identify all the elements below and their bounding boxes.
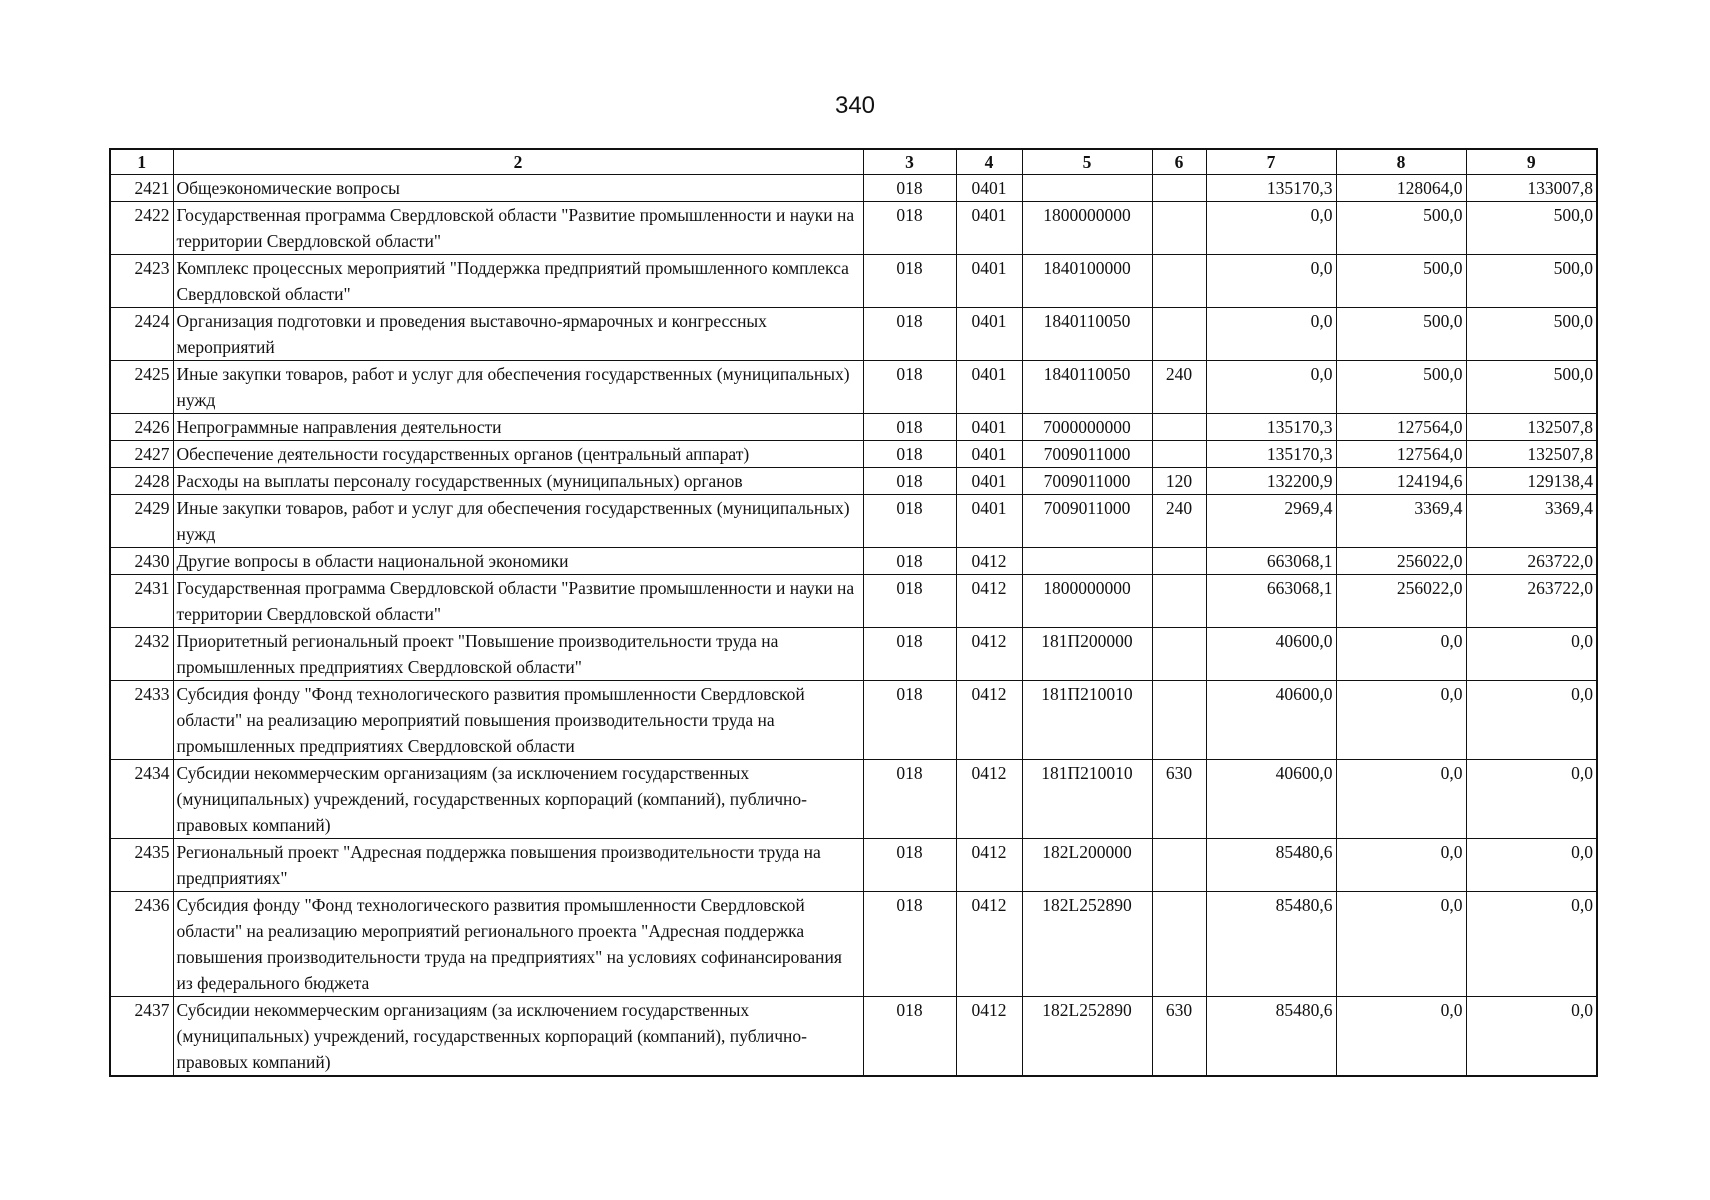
table-row [110,361,1597,414]
cell-amount-2: 0,0 [1336,839,1466,892]
row-number: 2431 [110,575,173,628]
cell-code: 018 [863,839,956,892]
table-row [110,760,1597,839]
cell-expense-type [1152,575,1206,628]
cell-target-article: 1800000000 [1022,575,1152,628]
cell-expense-type: 120 [1152,468,1206,495]
row-name: Государственная программа Свердловской области "Развитие промышленности и науки на территории Свердловской области" [173,202,863,255]
row-number: 2421 [110,175,173,202]
budget-table [109,148,1598,1077]
column-header: 2 [173,149,863,175]
column-header: 8 [1336,149,1466,175]
cell-amount-2: 128064,0 [1336,175,1466,202]
cell-section: 0412 [956,997,1022,1077]
cell-expense-type [1152,681,1206,760]
cell-code: 018 [863,175,956,202]
cell-amount-1: 40600,0 [1206,628,1336,681]
cell-amount-1: 663068,1 [1206,575,1336,628]
cell-amount-3: 3369,4 [1466,495,1597,548]
cell-section: 0401 [956,361,1022,414]
cell-expense-type [1152,892,1206,997]
cell-target-article: 1840100000 [1022,255,1152,308]
cell-section: 0412 [956,628,1022,681]
cell-code: 018 [863,548,956,575]
row-number: 2436 [110,892,173,997]
cell-target-article: 7000000000 [1022,414,1152,441]
row-number: 2430 [110,548,173,575]
cell-amount-2: 0,0 [1336,997,1466,1077]
row-number: 2428 [110,468,173,495]
row-name: Субсидия фонду "Фонд технологического развития промышленности Свердловской области" на реализацию мероприятий повышения производительности труда на промышленных предприятиях Свердловской области [173,681,863,760]
row-number: 2423 [110,255,173,308]
cell-code: 018 [863,892,956,997]
row-name: Общеэкономические вопросы [173,175,863,202]
table-row [110,575,1597,628]
cell-amount-1: 0,0 [1206,308,1336,361]
column-header: 9 [1466,149,1597,175]
row-number: 2422 [110,202,173,255]
row-number: 2424 [110,308,173,361]
column-header: 5 [1022,149,1152,175]
cell-amount-3: 0,0 [1466,760,1597,839]
cell-target-article: 1800000000 [1022,202,1152,255]
cell-target-article [1022,175,1152,202]
table-row [110,202,1597,255]
cell-target-article: 181П210010 [1022,760,1152,839]
cell-section: 0412 [956,760,1022,839]
cell-target-article: 1840110050 [1022,361,1152,414]
cell-code: 018 [863,681,956,760]
cell-amount-1: 135170,3 [1206,441,1336,468]
row-name: Государственная программа Свердловской области "Развитие промышленности и науки на территории Свердловской области" [173,575,863,628]
cell-section: 0401 [956,414,1022,441]
row-number: 2426 [110,414,173,441]
cell-amount-2: 500,0 [1336,361,1466,414]
table-row [110,495,1597,548]
cell-amount-2: 500,0 [1336,202,1466,255]
table-row [110,175,1597,202]
table-row [110,839,1597,892]
cell-amount-1: 663068,1 [1206,548,1336,575]
column-header: 4 [956,149,1022,175]
cell-section: 0412 [956,892,1022,997]
cell-code: 018 [863,361,956,414]
cell-expense-type [1152,839,1206,892]
row-name: Комплекс процессных мероприятий "Поддержка предприятий промышленного комплекса Свердловской области" [173,255,863,308]
cell-expense-type: 630 [1152,760,1206,839]
cell-expense-type [1152,308,1206,361]
cell-amount-3: 500,0 [1466,308,1597,361]
cell-amount-1: 40600,0 [1206,760,1336,839]
page-number: 340 [834,92,876,119]
cell-code: 018 [863,441,956,468]
cell-section: 0401 [956,468,1022,495]
cell-expense-type [1152,255,1206,308]
cell-amount-3: 129138,4 [1466,468,1597,495]
row-number: 2432 [110,628,173,681]
cell-code: 018 [863,468,956,495]
cell-amount-3: 0,0 [1466,681,1597,760]
table-row [110,997,1597,1077]
cell-amount-3: 0,0 [1466,997,1597,1077]
table-row [110,441,1597,468]
table-row [110,681,1597,760]
cell-target-article: 182L200000 [1022,839,1152,892]
cell-amount-2: 127564,0 [1336,441,1466,468]
cell-amount-1: 135170,3 [1206,175,1336,202]
cell-target-article: 7009011000 [1022,468,1152,495]
row-name: Субсидии некоммерческим организациям (за исключением государственных (муниципальных) учреждений, государственных корпораций (компаний), публично-правовых компаний) [173,997,863,1077]
cell-amount-1: 0,0 [1206,361,1336,414]
cell-target-article: 1840110050 [1022,308,1152,361]
cell-amount-2: 0,0 [1336,892,1466,997]
table-row [110,892,1597,997]
cell-amount-1: 40600,0 [1206,681,1336,760]
table-row [110,308,1597,361]
row-name: Обеспечение деятельности государственных органов (центральный аппарат) [173,441,863,468]
cell-amount-1: 85480,6 [1206,839,1336,892]
cell-code: 018 [863,760,956,839]
cell-expense-type [1152,202,1206,255]
cell-amount-2: 0,0 [1336,628,1466,681]
cell-section: 0412 [956,681,1022,760]
row-name: Субсидия фонду "Фонд технологического развития промышленности Свердловской области" на реализацию мероприятий регионального проекта "Адресная поддержка повышения производительности труда на предприятиях" на условиях софинансирования из федерального бюджета [173,892,863,997]
cell-section: 0412 [956,548,1022,575]
row-name: Расходы на выплаты персоналу государственных (муниципальных) органов [173,468,863,495]
cell-target-article: 7009011000 [1022,495,1152,548]
cell-amount-1: 135170,3 [1206,414,1336,441]
cell-amount-3: 0,0 [1466,839,1597,892]
cell-code: 018 [863,255,956,308]
cell-target-article: 182L252890 [1022,997,1152,1077]
cell-amount-2: 0,0 [1336,681,1466,760]
cell-code: 018 [863,495,956,548]
cell-section: 0401 [956,495,1022,548]
cell-amount-2: 127564,0 [1336,414,1466,441]
table-row [110,255,1597,308]
cell-expense-type [1152,628,1206,681]
row-number: 2434 [110,760,173,839]
cell-amount-2: 3369,4 [1336,495,1466,548]
cell-section: 0401 [956,255,1022,308]
table-row [110,548,1597,575]
row-name: Региональный проект "Адресная поддержка повышения производительности труда на предприятиях" [173,839,863,892]
cell-amount-2: 256022,0 [1336,575,1466,628]
table-row [110,628,1597,681]
row-number: 2435 [110,839,173,892]
cell-target-article: 181П200000 [1022,628,1152,681]
cell-code: 018 [863,575,956,628]
row-name: Иные закупки товаров, работ и услуг для обеспечения государственных (муниципальных) нужд [173,361,863,414]
cell-section: 0401 [956,202,1022,255]
row-number: 2427 [110,441,173,468]
cell-amount-1: 85480,6 [1206,997,1336,1077]
cell-amount-1: 85480,6 [1206,892,1336,997]
cell-section: 0412 [956,575,1022,628]
cell-expense-type: 240 [1152,361,1206,414]
cell-amount-3: 500,0 [1466,202,1597,255]
row-name: Непрограммные направления деятельности [173,414,863,441]
cell-section: 0401 [956,441,1022,468]
cell-amount-1: 2969,4 [1206,495,1336,548]
cell-expense-type [1152,414,1206,441]
row-number: 2425 [110,361,173,414]
cell-amount-3: 500,0 [1466,255,1597,308]
column-header: 6 [1152,149,1206,175]
row-name: Приоритетный региональный проект "Повышение производительности труда на промышленных предприятиях Свердловской области" [173,628,863,681]
cell-amount-1: 132200,9 [1206,468,1336,495]
table-row [110,414,1597,441]
cell-amount-1: 0,0 [1206,202,1336,255]
header-row [110,149,1597,175]
cell-amount-3: 263722,0 [1466,575,1597,628]
cell-amount-2: 124194,6 [1336,468,1466,495]
table-row [110,468,1597,495]
column-header: 1 [110,149,173,175]
row-name: Другие вопросы в области национальной экономики [173,548,863,575]
cell-amount-3: 500,0 [1466,361,1597,414]
cell-expense-type [1152,441,1206,468]
cell-amount-3: 132507,8 [1466,441,1597,468]
cell-expense-type: 630 [1152,997,1206,1077]
cell-expense-type: 240 [1152,495,1206,548]
cell-target-article [1022,548,1152,575]
row-number: 2437 [110,997,173,1077]
cell-amount-3: 0,0 [1466,892,1597,997]
cell-amount-3: 133007,8 [1466,175,1597,202]
cell-target-article: 181П210010 [1022,681,1152,760]
row-number: 2433 [110,681,173,760]
cell-code: 018 [863,308,956,361]
row-name: Иные закупки товаров, работ и услуг для обеспечения государственных (муниципальных) нужд [173,495,863,548]
cell-section: 0412 [956,839,1022,892]
row-number: 2429 [110,495,173,548]
cell-amount-1: 0,0 [1206,255,1336,308]
cell-code: 018 [863,202,956,255]
cell-expense-type [1152,548,1206,575]
cell-section: 0401 [956,175,1022,202]
cell-amount-2: 500,0 [1336,255,1466,308]
row-name: Субсидии некоммерческим организациям (за исключением государственных (муниципальных) учреждений, государственных корпораций (компаний), публично-правовых компаний) [173,760,863,839]
cell-amount-3: 0,0 [1466,628,1597,681]
cell-code: 018 [863,997,956,1077]
cell-amount-3: 263722,0 [1466,548,1597,575]
column-header: 7 [1206,149,1336,175]
cell-target-article: 182L252890 [1022,892,1152,997]
cell-amount-2: 500,0 [1336,308,1466,361]
column-header: 3 [863,149,956,175]
cell-amount-3: 132507,8 [1466,414,1597,441]
cell-amount-2: 256022,0 [1336,548,1466,575]
cell-code: 018 [863,628,956,681]
row-name: Организация подготовки и проведения выставочно-ярмарочных и конгрессных мероприятий [173,308,863,361]
cell-target-article: 7009011000 [1022,441,1152,468]
cell-amount-2: 0,0 [1336,760,1466,839]
cell-section: 0401 [956,308,1022,361]
cell-code: 018 [863,414,956,441]
cell-expense-type [1152,175,1206,202]
